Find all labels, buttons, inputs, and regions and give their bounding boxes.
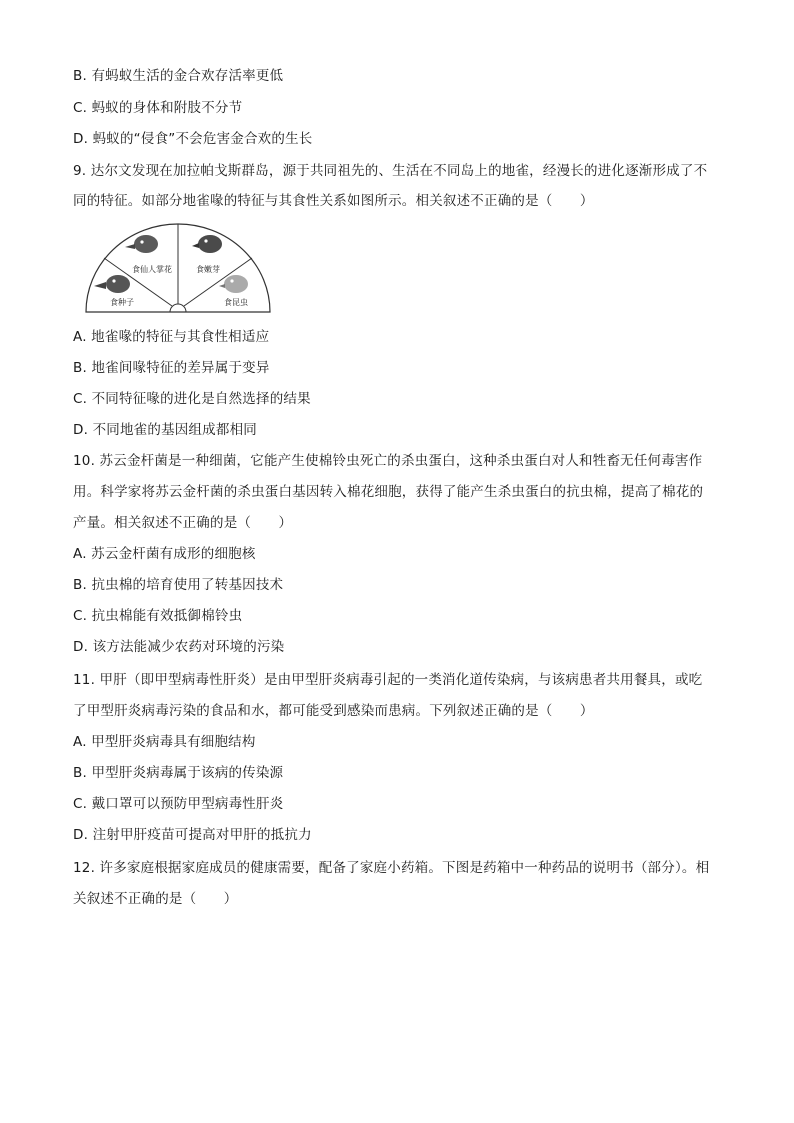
q9-option-c: C. 不同特征喙的进化是自然选择的结果 xyxy=(73,391,311,407)
q12-stem-line-1: 12. 许多家庭根据家庭成员的健康需要，配备了家庭小药箱。下图是药箱中一种药品的说明书（部分）。相 xyxy=(73,860,710,876)
q9-option-d: D. 不同地雀的基因组成都相同 xyxy=(73,422,257,438)
q11-stem-line-2: 了甲型肝炎病毒污染的食品和水，都可能受到感染而患病。下列叙述正确的是（ ） xyxy=(73,703,594,719)
q11-option-a: A. 甲型肝炎病毒具有细胞结构 xyxy=(73,734,256,750)
label-insect: 食昆虫 xyxy=(224,298,248,307)
q9-stem-line-1: 9. 达尔文发现在加拉帕戈斯群岛，源于共同祖先的、生活在不同岛上的地雀，经漫长的进化逐渐形成了不 xyxy=(73,163,708,179)
q10-stem-line-1: 10. 苏云金杆菌是一种细菌，它能产生使棉铃虫死亡的杀虫蛋白，这种杀虫蛋白对人和牲畜无任何毒害作 xyxy=(73,453,703,469)
q8-option-b: B. 有蚂蚁生活的金合欢存活率更低 xyxy=(73,68,284,84)
q8-option-d: D. 蚂蚁的“侵食”不会危害金合欢的生长 xyxy=(73,131,313,147)
q10-option-b: B. 抗虫棉的培育使用了转基因技术 xyxy=(73,577,284,593)
label-cactus-flower: 食仙人掌花 xyxy=(132,265,172,274)
q12-stem-line-2: 关叙述不正确的是（ ） xyxy=(73,891,238,907)
q10-option-a: A. 苏云金杆菌有成形的细胞核 xyxy=(73,546,256,562)
q8-option-c: C. 蚂蚁的身体和附肢不分节 xyxy=(73,100,243,116)
q11-option-c: C. 戴口罩可以预防甲型病毒性肝炎 xyxy=(73,796,284,812)
q9-option-a: A. 地雀喙的特征与其食性相适应 xyxy=(73,329,270,345)
q10-stem-line-2: 用。科学家将苏云金杆菌的杀虫蛋白基因转入棉花细胞，获得了能产生杀虫蛋白的抗虫棉，提高了棉花的 xyxy=(73,484,704,500)
q10-option-c: C. 抗虫棉能有效抵御棉铃虫 xyxy=(73,608,243,624)
q9-option-b: B. 地雀间喙特征的差异属于变异 xyxy=(73,360,270,376)
label-seed: 食种子 xyxy=(110,298,134,307)
q9-stem-line-2: 同的特征。如部分地雀喙的特征与其食性关系如图所示。相关叙述不正确的是（ ） xyxy=(73,193,594,209)
q11-option-d: D. 注射甲肝疫苗可提高对甲肝的抵抗力 xyxy=(73,827,312,843)
q10-stem-line-3: 产量。相关叙述不正确的是（ ） xyxy=(73,515,293,531)
q11-stem-line-1: 11. 甲肝（即甲型病毒性肝炎）是由甲型肝炎病毒引起的一类消化道传染病，与该病患者共用餐具，或吃 xyxy=(73,672,703,688)
finch-beak-diagram xyxy=(84,222,272,314)
q11-option-b: B. 甲型肝炎病毒属于该病的传染源 xyxy=(73,765,284,781)
q10-option-d: D. 该方法能减少农药对环境的污染 xyxy=(73,639,285,655)
label-bud: 食嫩芽 xyxy=(196,265,220,274)
